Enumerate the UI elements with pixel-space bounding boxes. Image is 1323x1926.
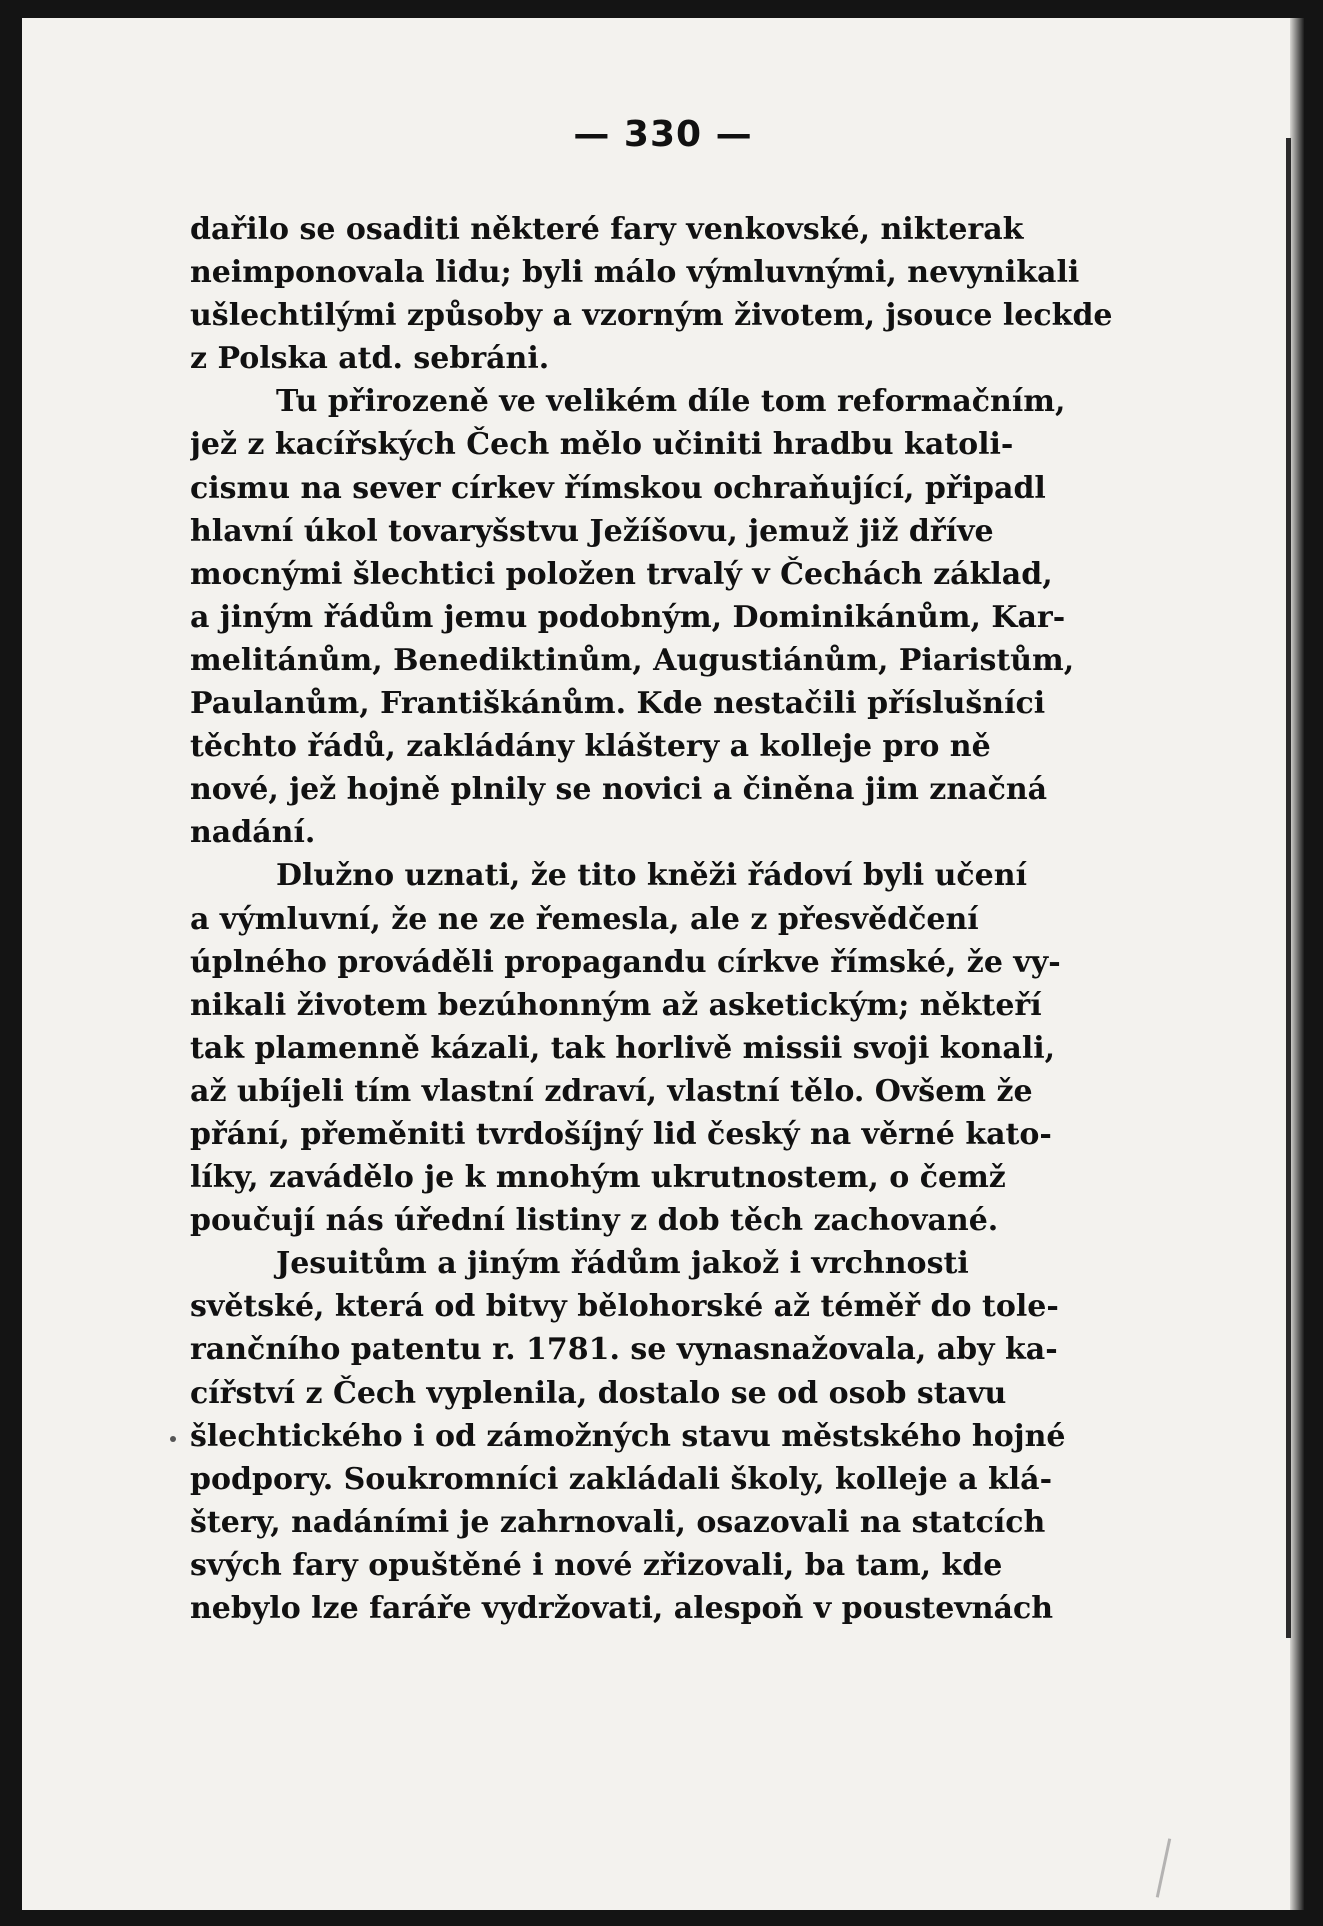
text-line: poučují nás úřední listiny z dob těch zachované. [190,1203,999,1239]
pencil-mark [1156,1838,1171,1897]
text-line: rančního patentu r. 1781. se vynasnažovala, aby ka- [190,1332,1058,1368]
body-text [190,208,1172,1630]
page-number: — 330 — [573,114,753,155]
text-line: světské, která od bitvy bělohorské až téměř do tole- [190,1289,1059,1325]
text-line: těchto řádů, zakládány kláštery a kolleje pro ně [190,729,991,765]
page-edge-shadow [1290,18,1304,1910]
text-line: jež z kacířských Čech mělo učiniti hradbu katoli- [190,427,1014,463]
text-line: Paulanům, Františkánům. Kde nestačili příslušníci [190,686,1046,722]
text-line: šlechtického i od zámožných stavu městského hojné [190,1418,1066,1454]
text-line: líky, zavádělo je k mnohým ukrutnostem, o čemž [190,1160,1006,1196]
text-line: nové, jež hojně plnily se novici a činěna jim značná [190,772,1048,808]
text-line: podpory. Soukromníci zakládali školy, kolleje a klá- [190,1461,1053,1497]
text-line: svých fary opuštěné i nové zřizovali, ba tam, kde [190,1547,1003,1583]
text-line: Dlužno uznati, že tito kněži řádoví byli učení [276,858,1027,894]
ink-speck [170,1436,176,1442]
page-border-line [1286,138,1291,1638]
text-line: nadání. [190,815,316,851]
text-line: mocnými šlechtici položen trvalý v Čechách základ, [190,556,1053,592]
text-line: cismu na sever církev římskou ochraňující, připadl [190,470,1046,506]
text-line: hlavní úkol tovaryšstvu Ježíšovu, jemuž již dříve [190,513,994,549]
text-line: nikali životem bezúhonným až asketickým; někteří [190,987,1042,1023]
text-line: úplného prováděli propagandu církve římské, že vy- [190,944,1061,980]
text-line: a jiným řádům jemu podobným, Dominikánům, Kar- [190,599,1066,635]
book-page [22,18,1304,1910]
text-line: tak plamenně kázali, tak horlivě missii svoji konali, [190,1030,1056,1066]
text-line: z Polska atd. sebráni. [190,341,550,377]
text-line: dařilo se osaditi některé fary venkovské, nikterak [190,212,1024,247]
text-line: cířství z Čech vyplenila, dostalo se od osob stavu [190,1375,1007,1411]
text-line: a výmluvní, že ne ze řemesla, ale z přesvědčení [190,901,979,937]
text-line: štery, nadáními je zahrnovali, osazovali na statcích [190,1504,1046,1540]
text-line: melitánům, Benediktinům, Augustiánům, Piaristům, [190,642,1075,678]
text-line: neimponovala lidu; byli málo výmluvnými, nevynikali [190,255,1080,291]
text-line: ušlechtilými způsoby a vzorným životem, jsouce leckde [190,298,1113,334]
text-line: Tu přirozeně ve velikém díle tom reformačním, [276,384,1066,420]
text-line: Jesuitům a jiným řádům jakož i vrchnosti [276,1246,969,1282]
text-line: až ubíjeli tím vlastní zdraví, vlastní tělo. Ovšem že [190,1073,1033,1109]
text-line: nebylo lze faráře vydržovati, alespoň v poustevnách [190,1591,1054,1626]
text-line: přání, přeměniti tvrdošíjný lid český na věrné kato- [190,1116,1052,1152]
